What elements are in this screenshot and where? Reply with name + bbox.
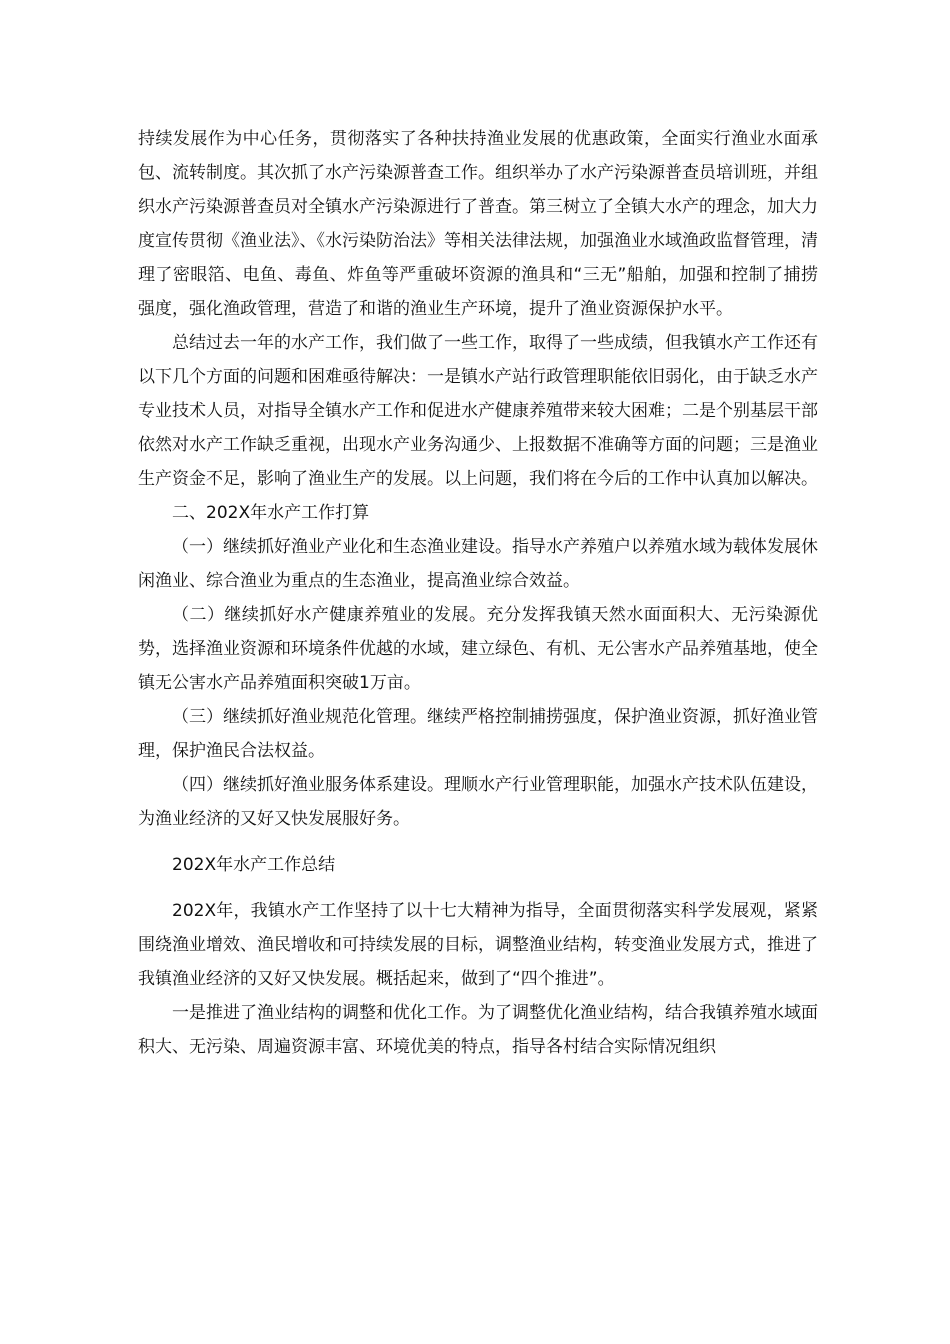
section-heading-plan: 二、202X年水产工作打算 (172, 503, 370, 523)
plan-item-2: （二）继续抓好水产健康养殖业的发展。充分发挥我镇天然水面面积大、无污染源优势，选择渔业资源和环境条件优越的水域，建立绿色、有机、无公害水产品养殖基地，使全镇无公害水产品养殖面积突破1万亩。 (138, 605, 818, 693)
plan-item-1: （一）继续抓好渔业产业化和生态渔业建设。指导水产养殖户以养殖水域为载体发展休闲渔业、综合渔业为重点的生态渔业，提高渔业综合效益。 (138, 537, 818, 591)
paragraph-1: 持续发展作为中心任务，贯彻落实了各种扶持渔业发展的优惠政策，全面实行渔业水面承包、流转制度。其次抓了水产污染源普查工作。组织举办了水产污染源普查员培训班，并组织水产污染源普查员对全镇水产污染源进行了普查。第三树立了全镇大水产的理念，加大力度宣传贯彻《渔业法》、《水污染防治法》等相关法律法规，加强渔业水域渔政监督管理，清理了密眼箔、电鱼、毒鱼、炸鱼等严重破坏资源的渔具和“三无”船舶，加强和控制了捕捞强度，强化渔政管理，营造了和谐的渔业生产环境，提升了渔业资源保护水平。 (138, 129, 818, 319)
plan-item-4: （四）继续抓好渔业服务体系建设。理顺水产行业管理职能，加强水产技术队伍建设，为渔业经济的又好又快发展服好务。 (138, 775, 818, 829)
plan-item-3: （三）继续抓好渔业规范化管理。继续严格控制捕捞强度，保护渔业资源，抓好渔业管理，保护渔民合法权益。 (138, 707, 818, 761)
paragraph-intro: 202X年，我镇水产工作坚持了以十七大精神为指导，全面贯彻落实科学发展观，紧紧围绕渔业增效、渔民增收和可持续发展的目标，调整渔业结构，转变渔业发展方式，推进了我镇渔业经济的又好又快发展。概括起来，做到了“四个推进”。 (138, 901, 818, 989)
paragraph-2: 总结过去一年的水产工作，我们做了一些工作，取得了一些成绩，但我镇水产工作还有以下几个方面的问题和困难亟待解决：一是镇水产站行政管理职能依旧弱化，由于缺乏水产专业技术人员，对指导全镇水产工作和促进水产健康养殖带来较大困难；二是个别基层干部依然对水产工作缺乏重视，出现水产业务沟通少、上报数据不准确等方面的问题；三是渔业生产资金不足，影响了渔业生产的发展。以上问题，我们将在今后的工作中认真加以解决。 (138, 333, 818, 489)
document-title: 202X年水产工作总结 (172, 855, 336, 875)
document-body (138, 122, 818, 1064)
paragraph-structure: 一是推进了渔业结构的调整和优化工作。为了调整优化渔业结构，结合我镇养殖水域面积大、无污染、周遍资源丰富、环境优美的特点，指导各村结合实际情况组织 (138, 1003, 818, 1057)
